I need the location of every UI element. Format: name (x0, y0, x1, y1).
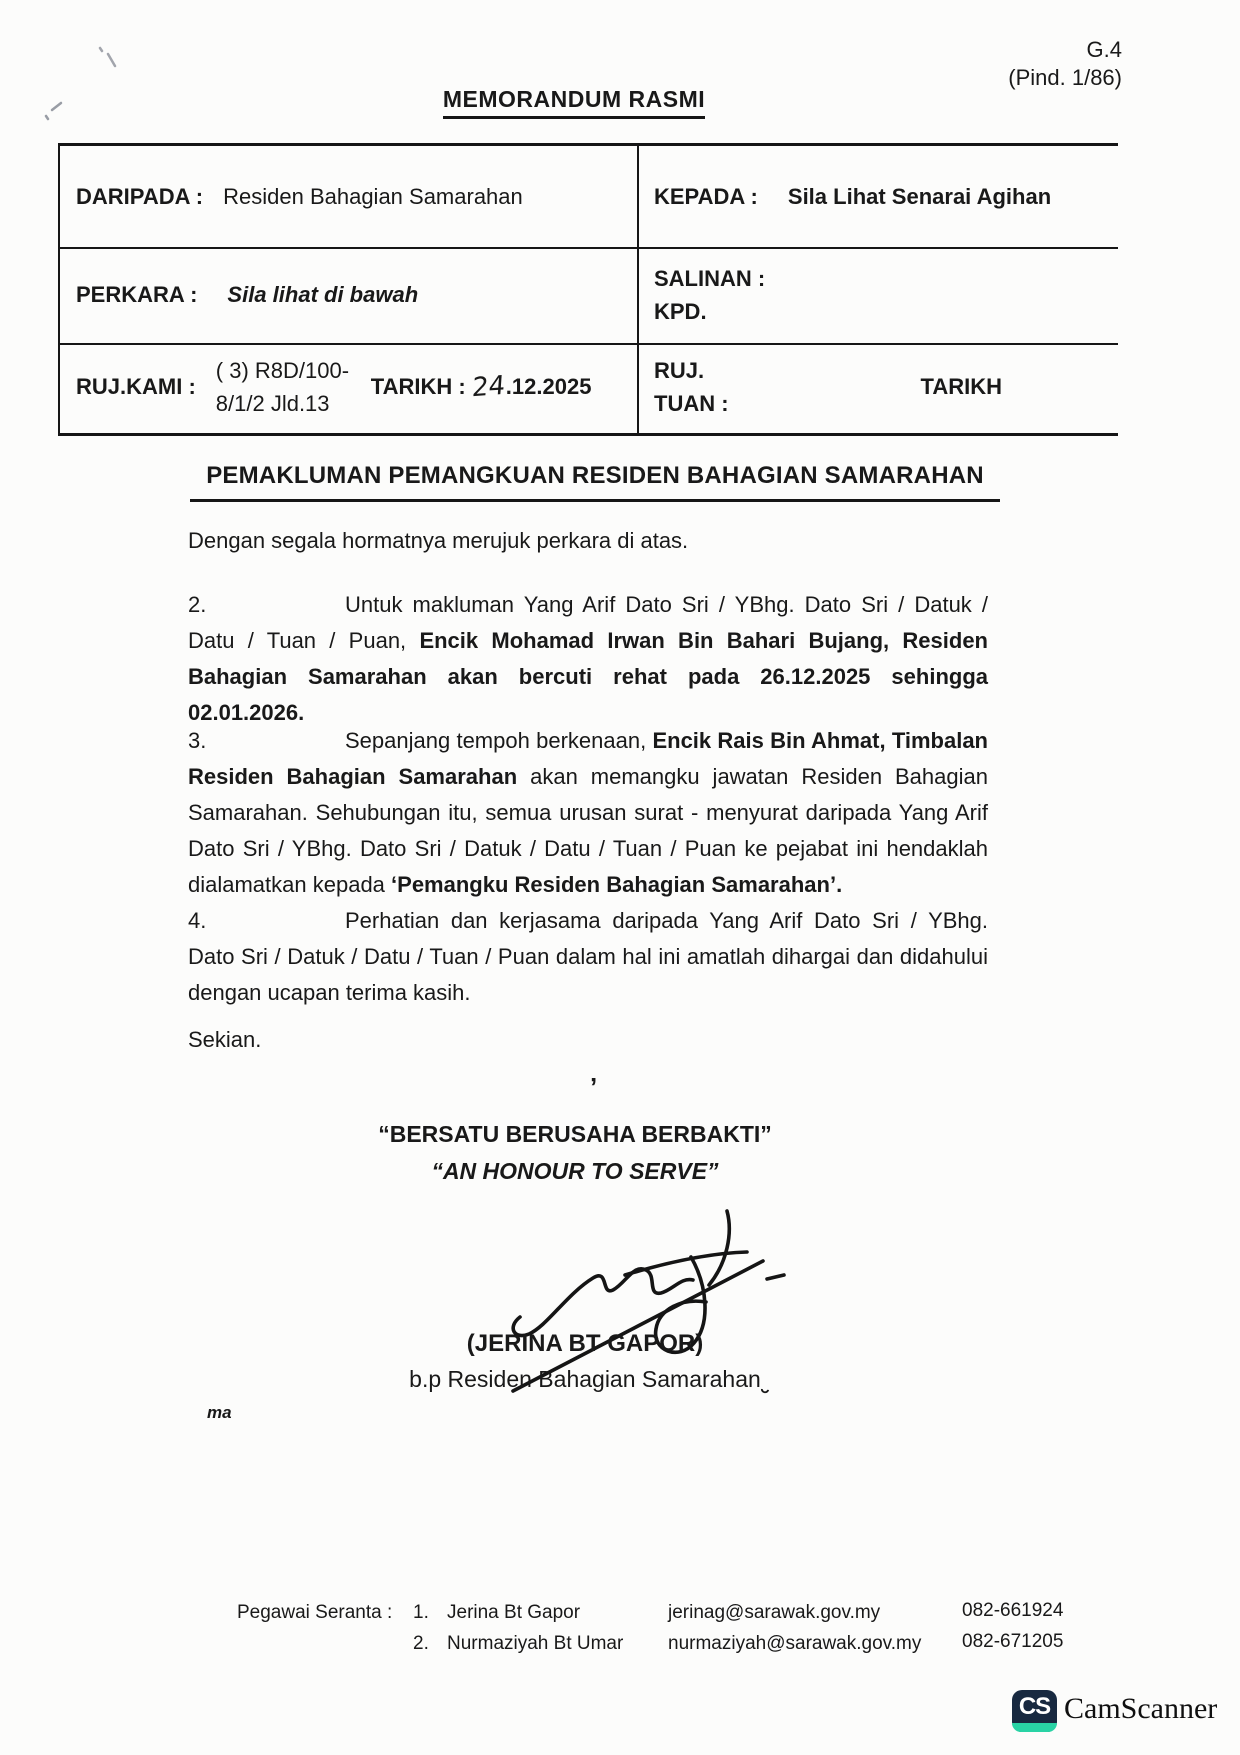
ruj-kami-ref-line1: ( 3) R8D/100- (215, 357, 350, 383)
tarikh-label: TARIKH : (370, 373, 466, 399)
form-code: G.4 (1086, 37, 1122, 62)
camscanner-wordmark: CamScanner (1064, 1692, 1218, 1725)
ruj-kami-label: RUJ.KAMI : (76, 373, 196, 399)
signatory-on-behalf: b.p Residen Bahagian Samarahan (409, 1366, 761, 1392)
paragraph-1: Dengan segala hormatnya merujuk perkara di atas. (188, 528, 689, 553)
paragraph-2 (188, 587, 988, 731)
kepada-cell (654, 146, 1104, 247)
paragraph-3 (188, 723, 988, 903)
contact-2-email: nurmaziyah@sarawak.gov.my (668, 1633, 922, 1654)
typist-initials: ma (207, 1403, 232, 1422)
paragraph-4-number: 4. (188, 908, 207, 933)
contact-2-phone: 082-671205 (962, 1631, 1064, 1652)
motto (0, 1116, 1150, 1190)
ruj-tuan-cell (654, 343, 1102, 430)
pegawai-seranta-label: Pegawai Seranta : (237, 1602, 393, 1623)
paragraph-3-text: Sepanjang tempoh berkenaan, Encik Rais Bin Ahmat, Timbalan Residen Bahagian Samarahan akan memangku jawatan Residen Bahagian Samarahan. Sehubungan itu, semua urusan surat - menyurat daripada Yang Arif Dato Sri / YBhg. Dato Sri / Datuk / Datu / Tuan / Puan ke pejabat ini hendaklah dialamatkan kepada ‘Pemangku Residen Bahagian Samarahan’. (188, 728, 988, 897)
motto-line2: “AN HONOUR TO SERVE” (431, 1158, 719, 1184)
camscanner-badge-text: CS (1018, 1693, 1051, 1720)
tarikh-rest: .12.2025 (505, 373, 592, 399)
stray-apostrophe-mark: ’ (590, 1072, 598, 1102)
tarikh-right-label: TARIKH (920, 373, 1002, 399)
contact-1-phone: 082-661924 (962, 1600, 1064, 1621)
pencil-marks (38, 34, 138, 134)
camscanner-badge-icon (1012, 1690, 1057, 1732)
tarikh-day-handwritten: 24 (470, 370, 506, 403)
contact-1-email: jerinag@sarawak.gov.my (668, 1602, 881, 1623)
memo-title: MEMORANDUM RASMI (0, 86, 1148, 119)
salinan-value: KPD. (654, 299, 707, 324)
ruj-kami-cell (76, 343, 621, 430)
salinan-cell (654, 247, 1104, 343)
contact-1-number: 1. (413, 1602, 429, 1623)
paragraph-2-text: Untuk makluman Yang Arif Dato Sri / YBhg. Dato Sri / Datuk / Datu / Tuan / Puan, Encik Mohamad Irwan Bin Bahari Bujang, Residen Bahagian Samarahan akan bercuti rehat pada 26.12.2025 sehingga 02.01.2026. (188, 592, 988, 725)
daripada-label: DARIPADA : (76, 183, 204, 209)
subject-heading: PEMAKLUMAN PEMANGKUAN RESIDEN BAHAGIAN SAMARAHAN (190, 462, 1000, 502)
contact-1-name: Jerina Bt Gapor (447, 1602, 581, 1623)
ruj-kami-ref-line2: 8/1/2 Jld.13 (215, 390, 330, 416)
paragraph-4 (188, 903, 988, 1011)
kepada-label: KEPADA : (654, 183, 758, 209)
contact-2-name: Nurmaziyah Bt Umar (447, 1633, 624, 1654)
camscanner-badge-accent (1012, 1723, 1057, 1732)
daripada-cell (76, 146, 621, 247)
daripada-value: Residen Bahagian Samarahan (223, 183, 523, 209)
ruj-tuan-line1: RUJ. (654, 357, 705, 383)
closing-word: Sekian. (188, 1027, 262, 1052)
signatory-name: (JERINA BT GAPOR) (466, 1330, 704, 1357)
paragraph-4-text: Perhatian dan kerjasama daripada Yang Arif Dato Sri / YBhg. Dato Sri / Datuk / Datu / Tuan / Puan dalam hal ini amatlah dihargai dan didahului dengan ucapan terima kasih. (188, 908, 988, 1005)
paragraph-3-number: 3. (188, 728, 207, 753)
form-meta (860, 36, 1122, 92)
salinan-label: SALINAN : (654, 266, 766, 291)
memo-header-table (58, 143, 1118, 436)
paragraph-2-number: 2. (188, 592, 207, 617)
perkara-value: Sila lihat di bawah (227, 282, 419, 307)
kepada-value: Sila Lihat Senarai Agihan (787, 183, 1052, 209)
perkara-label: PERKARA : (76, 282, 198, 307)
ruj-tuan-line2: TUAN : (654, 390, 729, 416)
stray-tick-mark: ˘ (758, 1385, 770, 1414)
perkara-cell (76, 247, 621, 343)
form-revision: (Pind. 1/86) (1008, 65, 1122, 90)
table-vertical-divider (637, 146, 639, 433)
motto-line1: “BERSATU BERUSAHA BERBAKTI” (378, 1121, 772, 1147)
contact-2-number: 2. (413, 1633, 429, 1654)
